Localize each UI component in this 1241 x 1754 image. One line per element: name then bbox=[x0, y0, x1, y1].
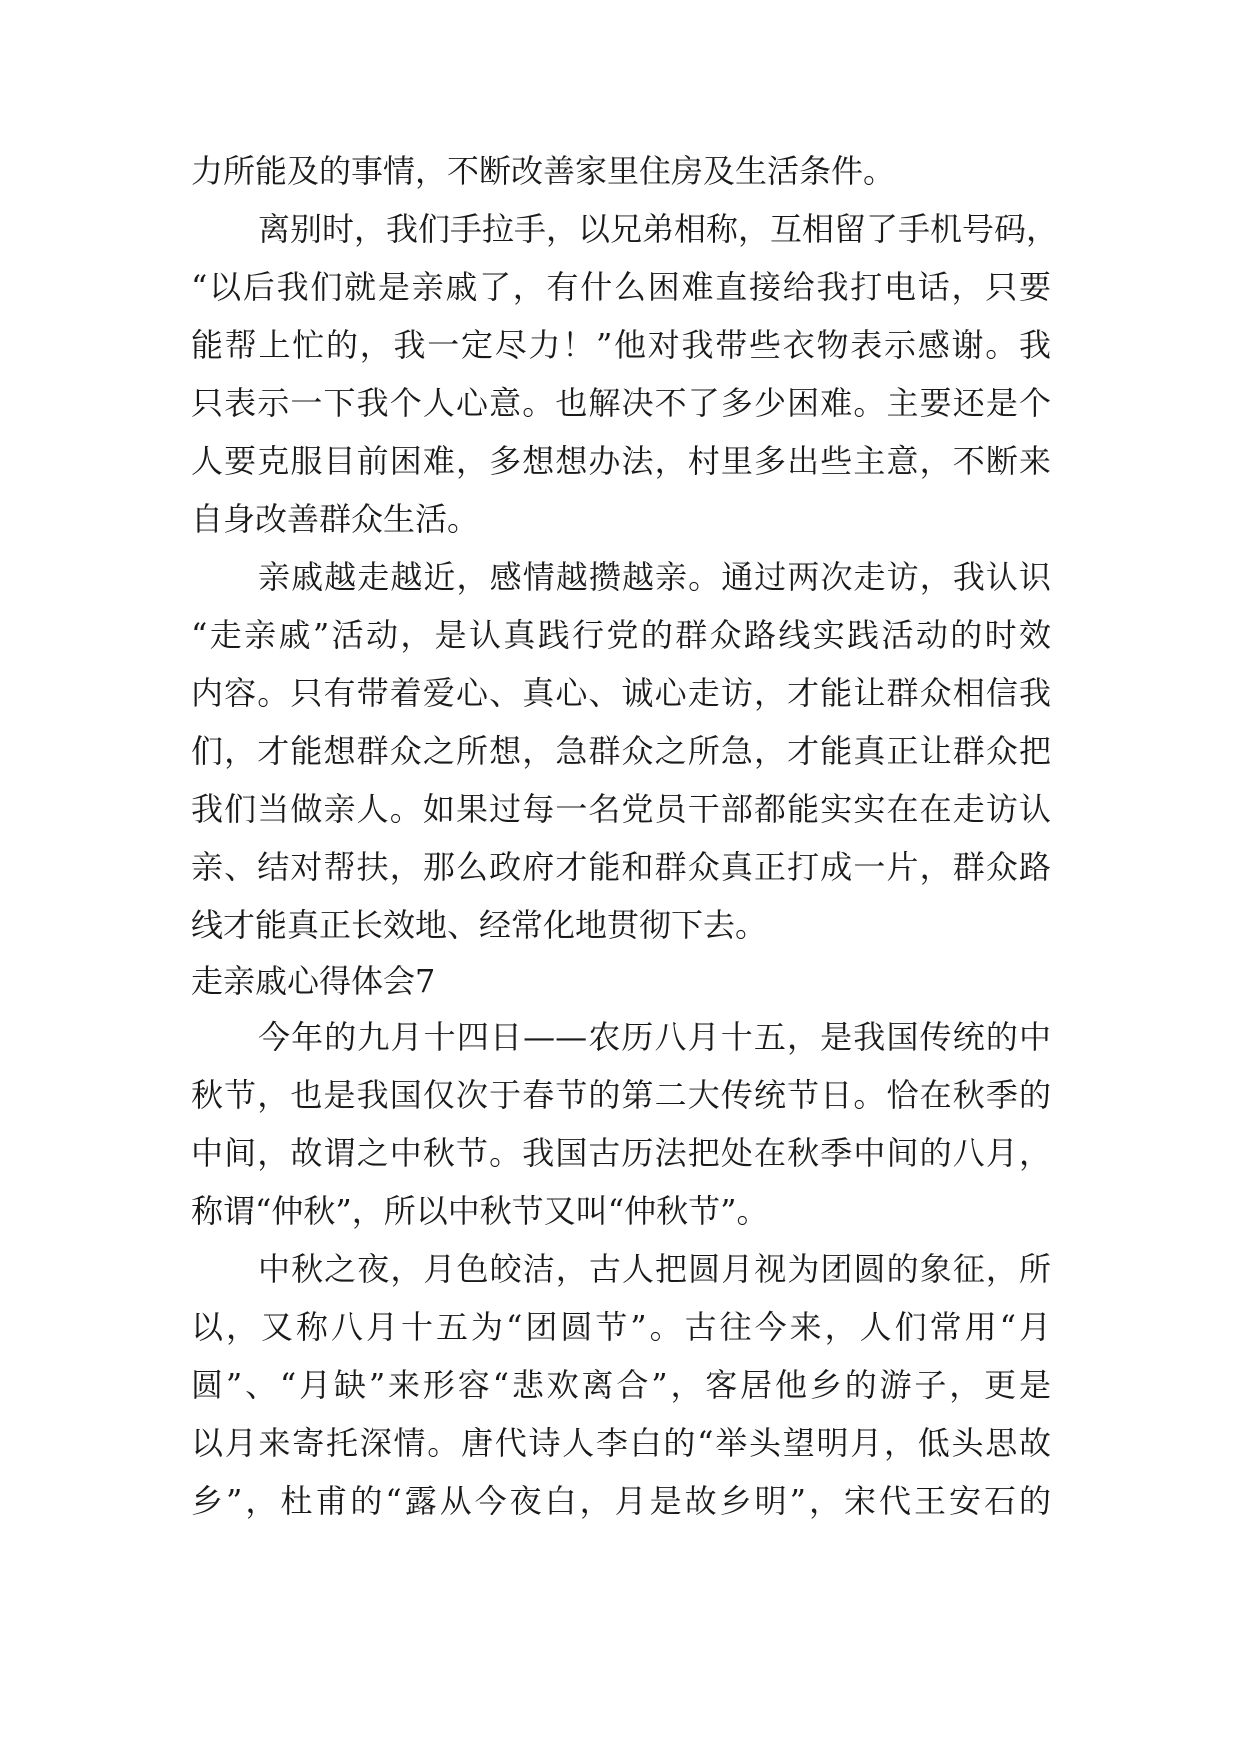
paragraph-line: 亲戚越走越近，感情越攒越亲。通过两次走访，我认识 bbox=[258, 558, 1051, 596]
paragraph-line: 中间，故谓之中秋节。我国古历法把处在秋季中间的八月， bbox=[191, 1134, 1051, 1172]
paragraph-line: 内容。只有带着爱心、真心、诚心走访，才能让群众相信我 bbox=[191, 674, 1051, 712]
paragraph-line: 圆”、“月缺”来形容“悲欢离合”，客居他乡的游子，更是 bbox=[191, 1366, 1051, 1404]
paragraph-line: 称谓“仲秋”，所以中秋节又叫“仲秋节”。 bbox=[191, 1192, 769, 1230]
paragraph-line: 中秋之夜，月色皎洁，古人把圆月视为团圆的象征，所 bbox=[258, 1250, 1051, 1288]
paragraph-line: 亲、结对帮扶，那么政府才能和群众真正打成一片，群众路 bbox=[191, 848, 1051, 886]
paragraph-line: 力所能及的事情，不断改善家里住房及生活条件。 bbox=[191, 152, 896, 190]
paragraph-line: “以后我们就是亲戚了，有什么困难直接给我打电话，只要 bbox=[191, 268, 1051, 306]
paragraph-line: 们，才能想群众之所想，急群众之所急，才能真正让群众把 bbox=[191, 732, 1051, 770]
paragraph-line: 乡”，杜甫的“露从今夜白，月是故乡明”，宋代王安石的 bbox=[191, 1482, 1051, 1520]
paragraph-line: “走亲戚”活动，是认真践行党的群众路线实践活动的时效 bbox=[191, 616, 1051, 654]
section-heading: 走亲戚心得体会7 bbox=[191, 962, 436, 1000]
paragraph-line: 以，又称八月十五为“团圆节”。古往今来，人们常用“月 bbox=[191, 1308, 1051, 1346]
paragraph-line: 离别时，我们手拉手，以兄弟相称，互相留了手机号码， bbox=[258, 210, 1059, 248]
paragraph-line: 只表示一下我个人心意。也解决不了多少困难。主要还是个 bbox=[191, 384, 1051, 422]
paragraph-line: 线才能真正长效地、经常化地贯彻下去。 bbox=[191, 906, 768, 944]
paragraph-line: 我们当做亲人。如果过每一名党员干部都能实实在在走访认 bbox=[191, 790, 1051, 828]
paragraph-line: 自身改善群众生活。 bbox=[191, 500, 480, 538]
paragraph-line: 秋节，也是我国仅次于春节的第二大传统节日。恰在秋季的 bbox=[191, 1076, 1051, 1114]
paragraph-line: 人要克服目前困难，多想想办法，村里多出些主意，不断来 bbox=[191, 442, 1051, 480]
paragraph-line: 今年的九月十四日——农历八月十五，是我国传统的中 bbox=[258, 1018, 1051, 1056]
paragraph-line: 能帮上忙的，我一定尽力！”他对我带些衣物表示感谢。我 bbox=[191, 326, 1051, 364]
paragraph-line: 以月来寄托深情。唐代诗人李白的“举头望明月，低头思故 bbox=[191, 1424, 1051, 1462]
